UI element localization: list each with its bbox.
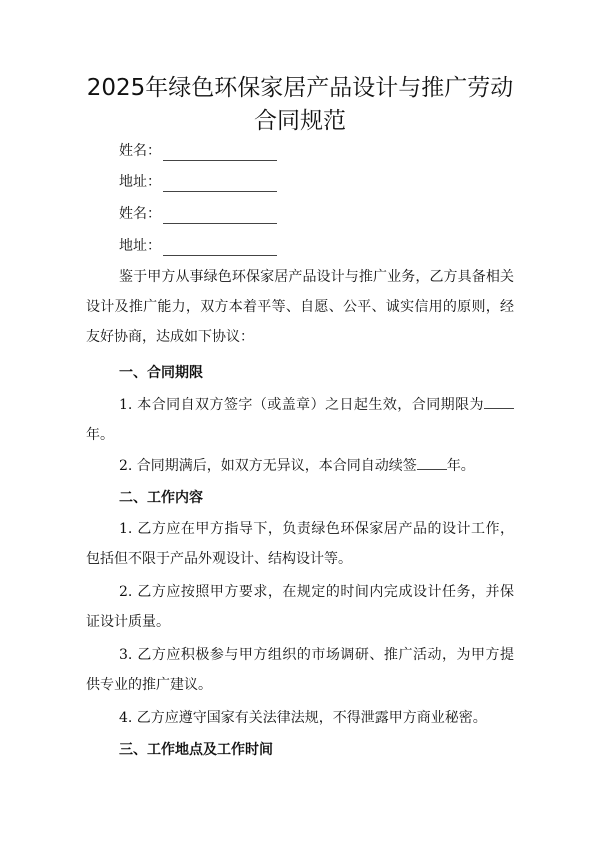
field-label: 地址： xyxy=(119,174,161,190)
clause-text: 年。 xyxy=(86,427,114,443)
blank-line xyxy=(417,455,447,470)
blank-line xyxy=(484,394,514,409)
section-heading: 三、工作地点及工作时间 xyxy=(119,742,273,758)
blank-line xyxy=(163,241,277,256)
party-a-address-field xyxy=(119,172,277,192)
clause-text: 2. 合同期满后，如双方无异议，本合同自动续签 xyxy=(119,458,417,474)
blank-line xyxy=(163,177,277,192)
field-label: 姓名： xyxy=(119,206,161,222)
party-b-address-field xyxy=(119,236,277,256)
blank-line xyxy=(163,146,277,161)
clause-paragraph: 1. 乙方应在甲方指导下，负责绿色环保家居产品的设计工作，包括但不限于产品外观设计、结构设计等。 xyxy=(86,521,514,567)
clause-text: 年。 xyxy=(446,458,475,474)
clause-paragraph: 2. 乙方应按照甲方要求，在规定的时间内完成设计任务，并保证设计质量。 xyxy=(86,584,514,630)
clause-text: 1. 本合同自双方签字（或盖章）之日起生效，合同期限为 xyxy=(119,397,484,413)
field-label: 地址： xyxy=(119,238,161,254)
section-heading: 二、工作内容 xyxy=(119,490,203,506)
clause-paragraph xyxy=(86,451,514,481)
section-heading: 一、合同期限 xyxy=(119,365,203,381)
document-title-line-2: 合同规范 xyxy=(254,108,346,134)
document-title-line-1: 2025年绿色环保家居产品设计与推广劳动 xyxy=(86,75,514,101)
clause-paragraph xyxy=(86,390,514,450)
field-label: 姓名： xyxy=(119,143,161,159)
clause-paragraph: 3. 乙方应积极参与甲方组织的市场调研、推广活动，为甲方提供专业的推广建议。 xyxy=(86,647,514,693)
blank-line xyxy=(163,209,277,224)
preamble-paragraph: 鉴于甲方从事绿色环保家居产品设计与推广业务，乙方具备相关设计及推广能力，双方本着平等、自愿、公平、诚实信用的原则，经友好协商，达成如下协议： xyxy=(86,269,514,345)
clause-paragraph: 4. 乙方应遵守国家有关法律法规，不得泄露甲方商业秘密。 xyxy=(119,710,487,726)
party-b-name-field xyxy=(119,204,277,224)
party-a-name-field xyxy=(119,141,277,161)
